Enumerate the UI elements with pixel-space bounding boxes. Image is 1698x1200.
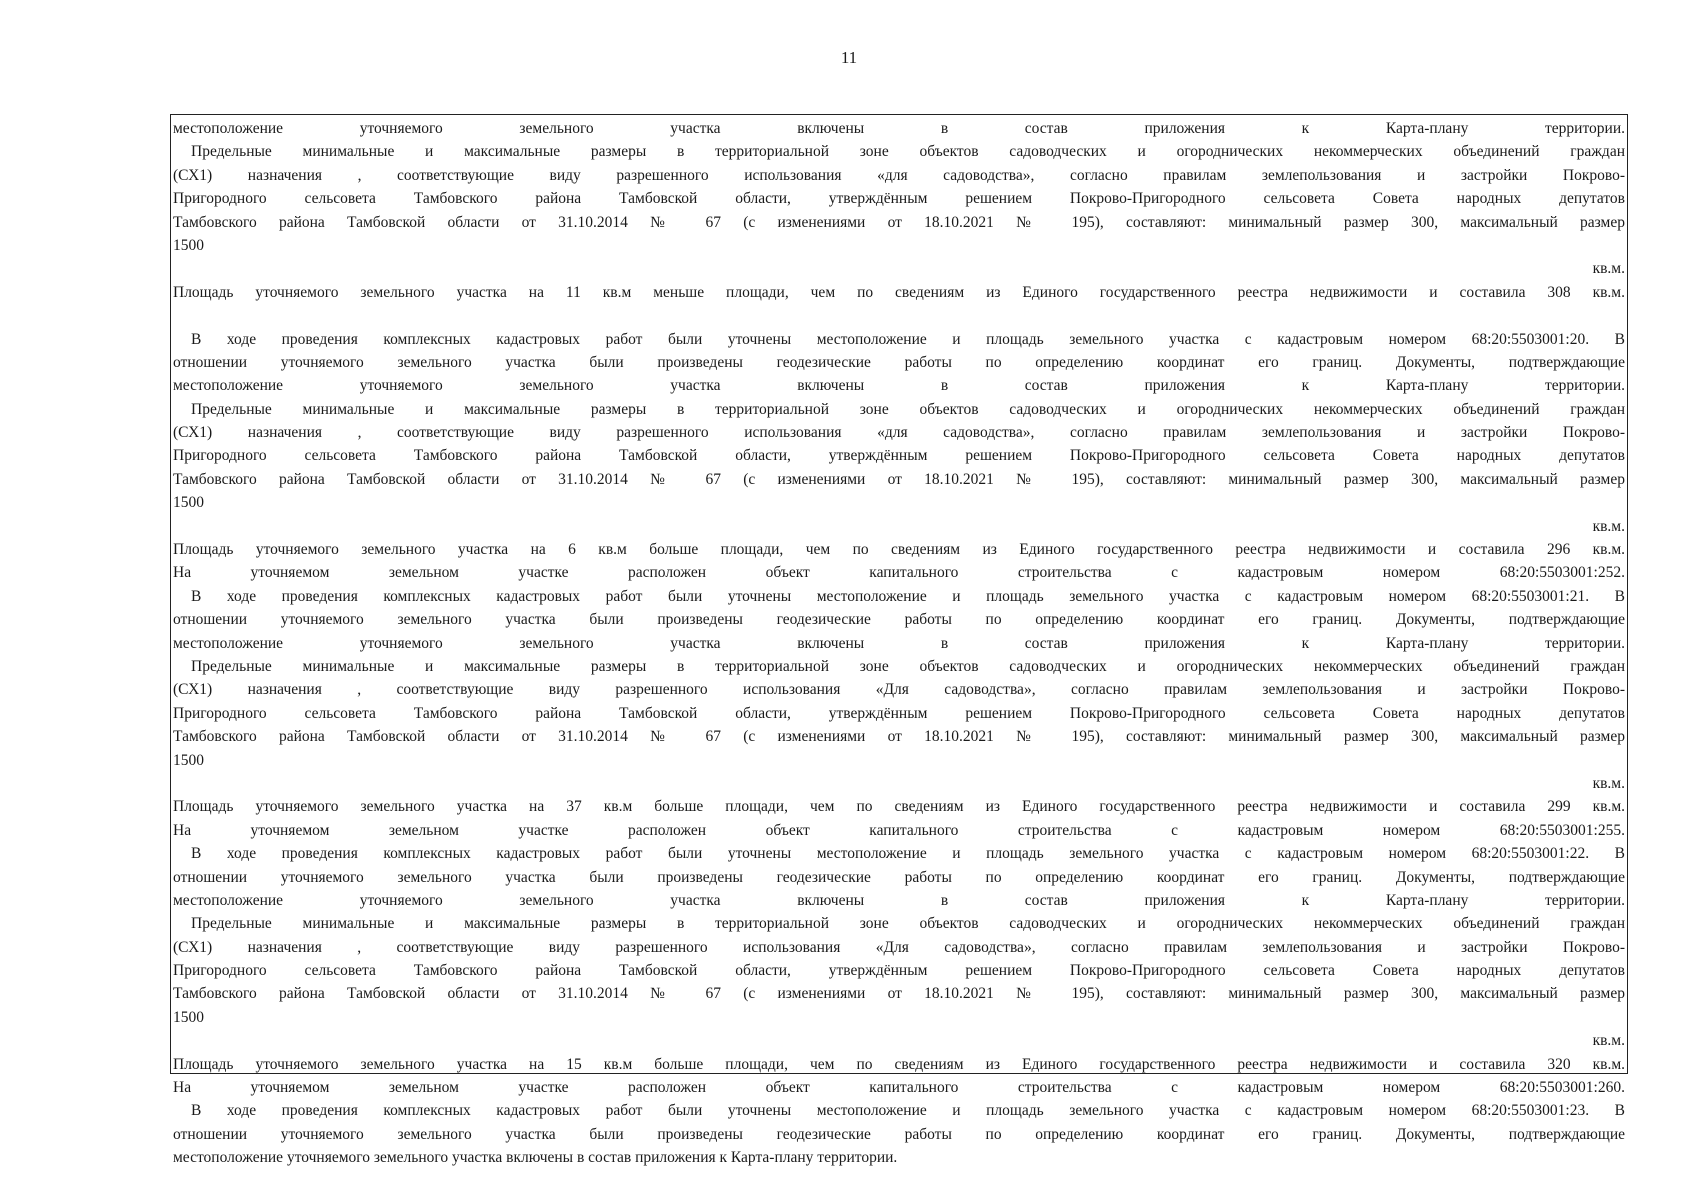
text-line: местоположение уточняемого земельного участка включены в состав приложения к Карта-плану территории. xyxy=(173,120,1625,137)
text-line: Пригородного сельсовета Тамбовского района Тамбовской области, утверждённым решением Покрово-Пригородного сельсовета Совета народных депутатов xyxy=(173,190,1625,208)
text-line: В ходе проведения комплексных кадастровых работ были уточнены местоположение и площадь земельного участка с кадастровым номером 68:20:5503001:22. В xyxy=(191,845,1625,863)
text-line: Пригородного сельсовета Тамбовского района Тамбовской области, утверждённым решением Покрово-Пригородного сельсовета Совета народных депутатов xyxy=(173,447,1625,465)
text-line: Тамбовского района Тамбовской области от 31.10.2014 № 67 (с изменениями от 18.10.2021 № 195), составляют: минимальный размер 300, максимальный размер xyxy=(173,985,1625,1003)
text-line: отношении уточняемого земельного участка были произведены геодезические работы по определению координат его границ. Документы, подтверждающие xyxy=(173,1125,1625,1143)
text-line: В ходе проведения комплексных кадастровых работ были уточнены местоположение и площадь земельного участка с кадастровым номером 68:20:5503001:23. В xyxy=(191,1102,1625,1120)
text-line: Пригородного сельсовета Тамбовского района Тамбовской области, утверждённым решением Покрово-Пригородного сельсовета Совета народных депутатов xyxy=(173,704,1625,722)
text-line: Предельные минимальные и максимальные размеры в территориальной зоне объектов садоводческих и огороднических некоммерческих объединений граждан xyxy=(191,915,1625,933)
text-line: В ходе проведения комплексных кадастровых работ были уточнены местоположение и площадь земельного участка с кадастровым номером 68:20:5503001:20. В xyxy=(191,330,1625,348)
text-line: (СХ1) назначения , соответствующие виду разрешенного использования «для садоводства», согласно правилам землепользования и застройки Покрово- xyxy=(173,424,1625,442)
text-line: Предельные минимальные и максимальные размеры в территориальной зоне объектов садоводческих и огороднических некоммерческих объединений граждан xyxy=(191,143,1625,161)
text-line: местоположение уточняемого земельного участка включены в состав приложения к Карта-плану территории. xyxy=(173,634,1625,652)
text-line: Площадь уточняемого земельного участка на 15 кв.м больше площади, чем по сведениям из Единого государственного реестра недвижимости и составила 320 кв.м. xyxy=(173,1055,1625,1073)
text-line: Тамбовского района Тамбовской области от 31.10.2014 № 67 (с изменениями от 18.10.2021 № 195), составляют: минимальный размер 300, максимальный размер xyxy=(173,470,1625,488)
text-line: (СХ1) назначения , соответствующие виду разрешенного использования «Для садоводства», согласно правилам землепользования и застройки Покрово- xyxy=(173,938,1625,956)
text-line: местоположение уточняемого земельного участка включены в состав приложения к Карта-плану территории. xyxy=(173,891,1625,909)
text-line: кв.м. xyxy=(1592,260,1625,278)
text-line: отношении уточняемого земельного участка были произведены геодезические работы по определению координат его границ. Документы, подтверждающие xyxy=(173,611,1625,629)
text-line: В ходе проведения комплексных кадастровых работ были уточнены местоположение и площадь земельного участка с кадастровым номером 68:20:5503001:21. В xyxy=(191,587,1625,605)
text-line xyxy=(173,304,1625,327)
text-line: Площадь уточняемого земельного участка на 37 кв.м больше площади, чем по сведениям из Единого государственного реестра недвижимости и составила 299 кв.м. xyxy=(173,798,1625,816)
text-line: кв.м. xyxy=(1592,517,1625,535)
text-line: Пригородного сельсовета Тамбовского района Тамбовской области, утверждённым решением Покрово-Пригородного сельсовета Совета народных депутатов xyxy=(173,962,1625,980)
text-line: Тамбовского района Тамбовской области от 31.10.2014 № 67 (с изменениями от 18.10.2021 № 195), составляют: минимальный размер 300, максимальный размер xyxy=(173,213,1625,231)
text-line: 1500 xyxy=(173,751,204,769)
text-line: Предельные минимальные и максимальные размеры в территориальной зоне объектов садоводческих и огороднических некоммерческих объединений граждан xyxy=(191,657,1625,675)
text-line: Тамбовского района Тамбовской области от 31.10.2014 № 67 (с изменениями от 18.10.2021 № 195), составляют: минимальный размер 300, максимальный размер xyxy=(173,728,1625,746)
page-number: 11 xyxy=(840,48,858,67)
text-line: На уточняемом земельном участке расположен объект капитального строительства с кадастровым номером 68:20:5503001:255. xyxy=(173,821,1625,839)
text-line: кв.м. xyxy=(1592,774,1625,792)
text-line: На уточняемом земельном участке расположен объект капитального строительства с кадастровым номером 68:20:5503001:252. xyxy=(173,564,1625,582)
text-line: отношении уточняемого земельного участка были произведены геодезические работы по определению координат его границ. Документы, подтверждающие xyxy=(173,868,1625,886)
document-text-frame xyxy=(170,114,1628,1167)
text-line: Площадь уточняемого земельного участка на 6 кв.м больше площади, чем по сведениям из Единого государственного реестра недвижимости и составила 296 кв.м. xyxy=(173,541,1625,559)
text-line: (СХ1) назначения , соответствующие виду разрешенного использования «Для садоводства», согласно правилам землепользования и застройки Покрово- xyxy=(173,681,1625,699)
text-line: Предельные минимальные и максимальные размеры в территориальной зоне объектов садоводческих и огороднических некоммерческих объединений граждан xyxy=(191,400,1625,418)
text-line: Площадь уточняемого земельного участка на 11 кв.м меньше площади, чем по сведениям из Единого государственного реестра недвижимости и составила 308 кв.м. xyxy=(173,283,1625,301)
text-line: (СХ1) назначения , соответствующие виду разрешенного использования «для садоводства», согласно правилам землепользования и застройки Покрово- xyxy=(173,166,1625,184)
text-line: 1500 xyxy=(173,1008,204,1026)
text-line: кв.м. xyxy=(1592,1032,1625,1050)
text-line: местоположение уточняемого земельного участка включены в состав приложения к Карта-плану территории. xyxy=(173,377,1625,395)
text-line: отношении уточняемого земельного участка были произведены геодезические работы по определению координат его границ. Документы, подтверждающие xyxy=(173,353,1625,371)
text-line: 1500 xyxy=(173,494,204,512)
text-line: На уточняемом земельном участке расположен объект капитального строительства с кадастровым номером 68:20:5503001:260. xyxy=(173,1079,1625,1097)
text-line: 1500 xyxy=(173,236,204,254)
text-line: местоположение уточняемого земельного участка включены в состав приложения к Карта-плану территории. xyxy=(173,1149,898,1167)
